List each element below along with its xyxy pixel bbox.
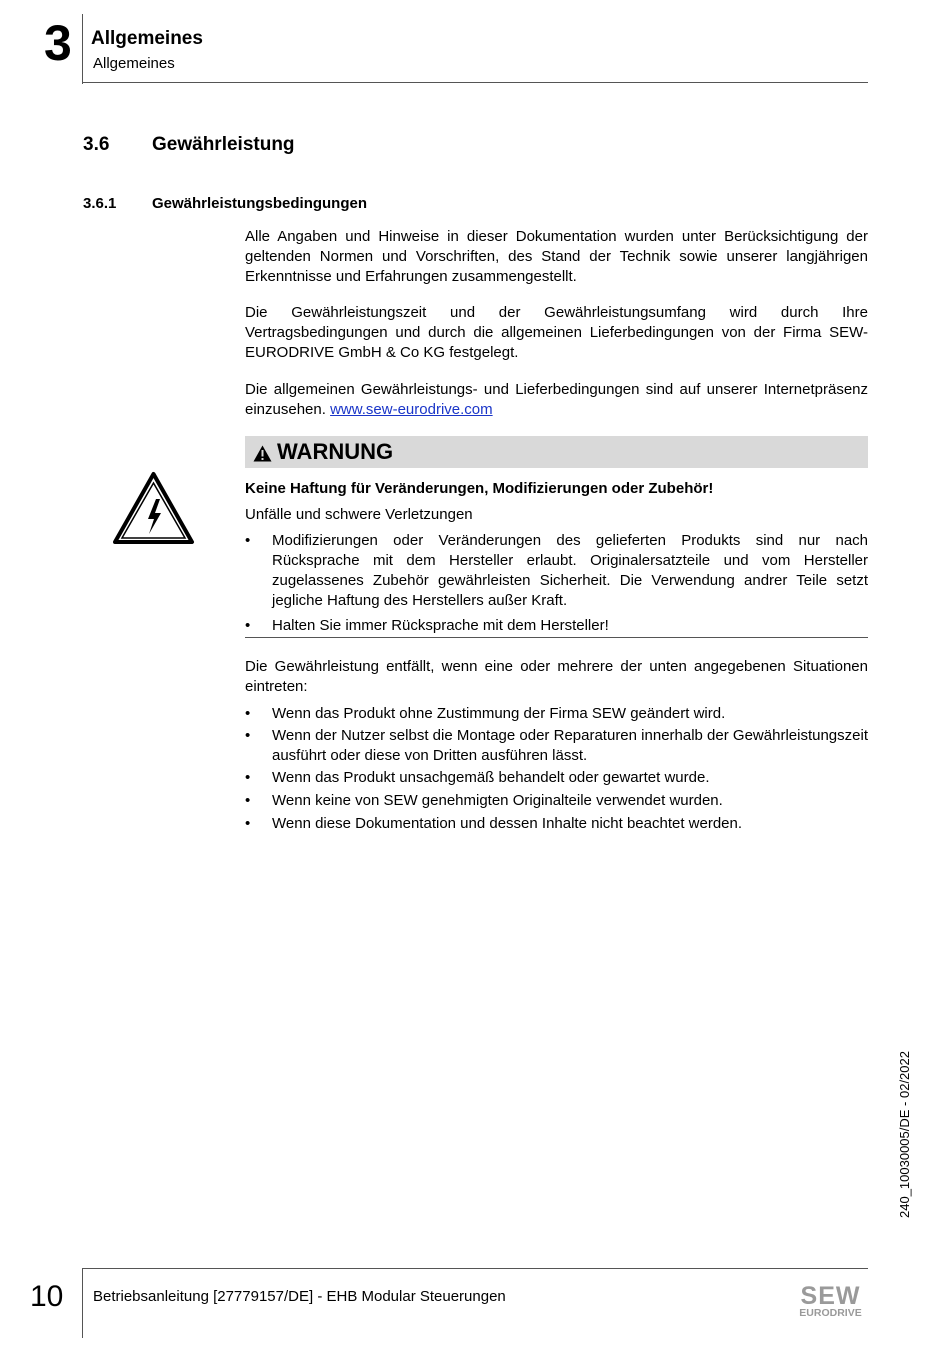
footer-divider-vertical: [82, 1268, 83, 1338]
condition-text: Wenn der Nutzer selbst die Montage oder Reparaturen innerhalb der Gewährleistungszeit ausführt oder diese von Dritten ausführen lässt.: [272, 727, 868, 764]
condition-item: [245, 768, 868, 788]
page-number: 10: [30, 1280, 64, 1313]
condition-text: Wenn das Produkt unsachgemäß behandelt oder gewartet wurde.: [272, 769, 710, 786]
paragraph-standards: Alle Angaben und Hinweise in dieser Dokumentation wurden unter Berücksichtigung der geltenden Normen und Vorschriften, des Stand der Technik sowie unserer langjährigen Erkenntnisse und Erfahrungen zusammengestellt.: [245, 228, 868, 285]
bullet-dot: •: [245, 769, 251, 786]
warning-bullet: [245, 616, 868, 636]
footer-document-title: Betriebsanleitung [27779157/DE] - EHB Modular Steuerungen: [93, 1288, 506, 1305]
condition-text: Wenn das Produkt ohne Zustimmung der Firma SEW geändert wird.: [272, 705, 726, 722]
header-subtitle: Allgemeines: [93, 55, 175, 72]
bullet-dot: •: [245, 815, 251, 832]
warning-banner: [245, 436, 868, 468]
header-divider-vertical: [82, 14, 83, 84]
svg-text:EURODRIVE: EURODRIVE: [799, 1307, 862, 1318]
condition-text: Wenn diese Dokumentation und dessen Inhalte nicht beachtet werden.: [272, 815, 743, 832]
electrical-hazard-icon: [112, 471, 195, 545]
section-title: Gewährleistung: [152, 134, 295, 155]
condition-text: Wenn keine von SEW genehmigten Originalteile verwendet wurden.: [272, 792, 723, 809]
warning-label: WARNUNG: [277, 439, 394, 464]
condition-item: [245, 726, 868, 766]
footer-divider-horizontal: [82, 1268, 868, 1269]
warning-triangle-icon: [253, 445, 272, 462]
bullet-dot: •: [245, 532, 251, 549]
warning-bullet-text: Modifizierungen oder Veränderungen des gelieferten Produkts sind nur nach Rücksprache mit dem Hersteller erlaubt. Originalersatzteile und vom Hersteller zugelassenes Zubehör gewährleisten Sicherheit. Die Verwendung andrer Teile setzt jegliche Haftung des Herstellers außer Kraft.: [272, 532, 868, 609]
bullet-dot: •: [245, 705, 251, 722]
document-code: 240_10030005/DE - 02/2022: [897, 1051, 912, 1218]
warning-consequence: Unfälle und schwere Verletzungen: [245, 506, 473, 523]
paragraph-internet-text: Die allgemeinen Gewährleistungs- und Lieferbedingungen sind auf unserer Internetpräsenz einzusehen.: [245, 381, 868, 418]
svg-text:SEW: SEW: [800, 1282, 861, 1310]
section-number: 3.6: [83, 134, 110, 155]
paragraph-warranty-terms: Die Gewährleistungszeit und der Gewährleistungsumfang wird durch Ihre Vertragsbedingungen und durch die allgemeinen Lieferbedingungen von der Firma SEW-EURODRIVE GmbH & Co KG festgelegt.: [245, 304, 868, 361]
bullet-dot: •: [245, 617, 251, 634]
condition-item: [245, 814, 868, 834]
warning-bullet-text: Halten Sie immer Rücksprache mit dem Hersteller!: [272, 617, 609, 634]
website-link[interactable]: www.sew-eurodrive.com: [330, 401, 493, 418]
bullet-dot: •: [245, 792, 251, 809]
condition-item: [245, 704, 868, 724]
paragraph-exclusions-intro: Die Gewährleistung entfällt, wenn eine oder mehrere der unten angegebenen Situationen eintreten:: [245, 658, 868, 695]
warning-bullet: [245, 531, 868, 611]
bullet-dot: •: [245, 727, 251, 744]
sew-eurodrive-logo: [793, 1282, 868, 1318]
subsection-title: Gewährleistungsbedingungen: [152, 195, 368, 212]
chapter-number: 3: [44, 15, 72, 71]
header-divider-horizontal: [82, 82, 868, 83]
condition-item: [245, 791, 868, 811]
warning-heading: Keine Haftung für Veränderungen, Modifizierungen oder Zubehör!: [245, 480, 714, 497]
paragraph-internet: [245, 380, 868, 420]
warning-end-divider: [245, 637, 868, 638]
subsection-number: 3.6.1: [83, 195, 117, 212]
header-title: Allgemeines: [91, 28, 203, 49]
